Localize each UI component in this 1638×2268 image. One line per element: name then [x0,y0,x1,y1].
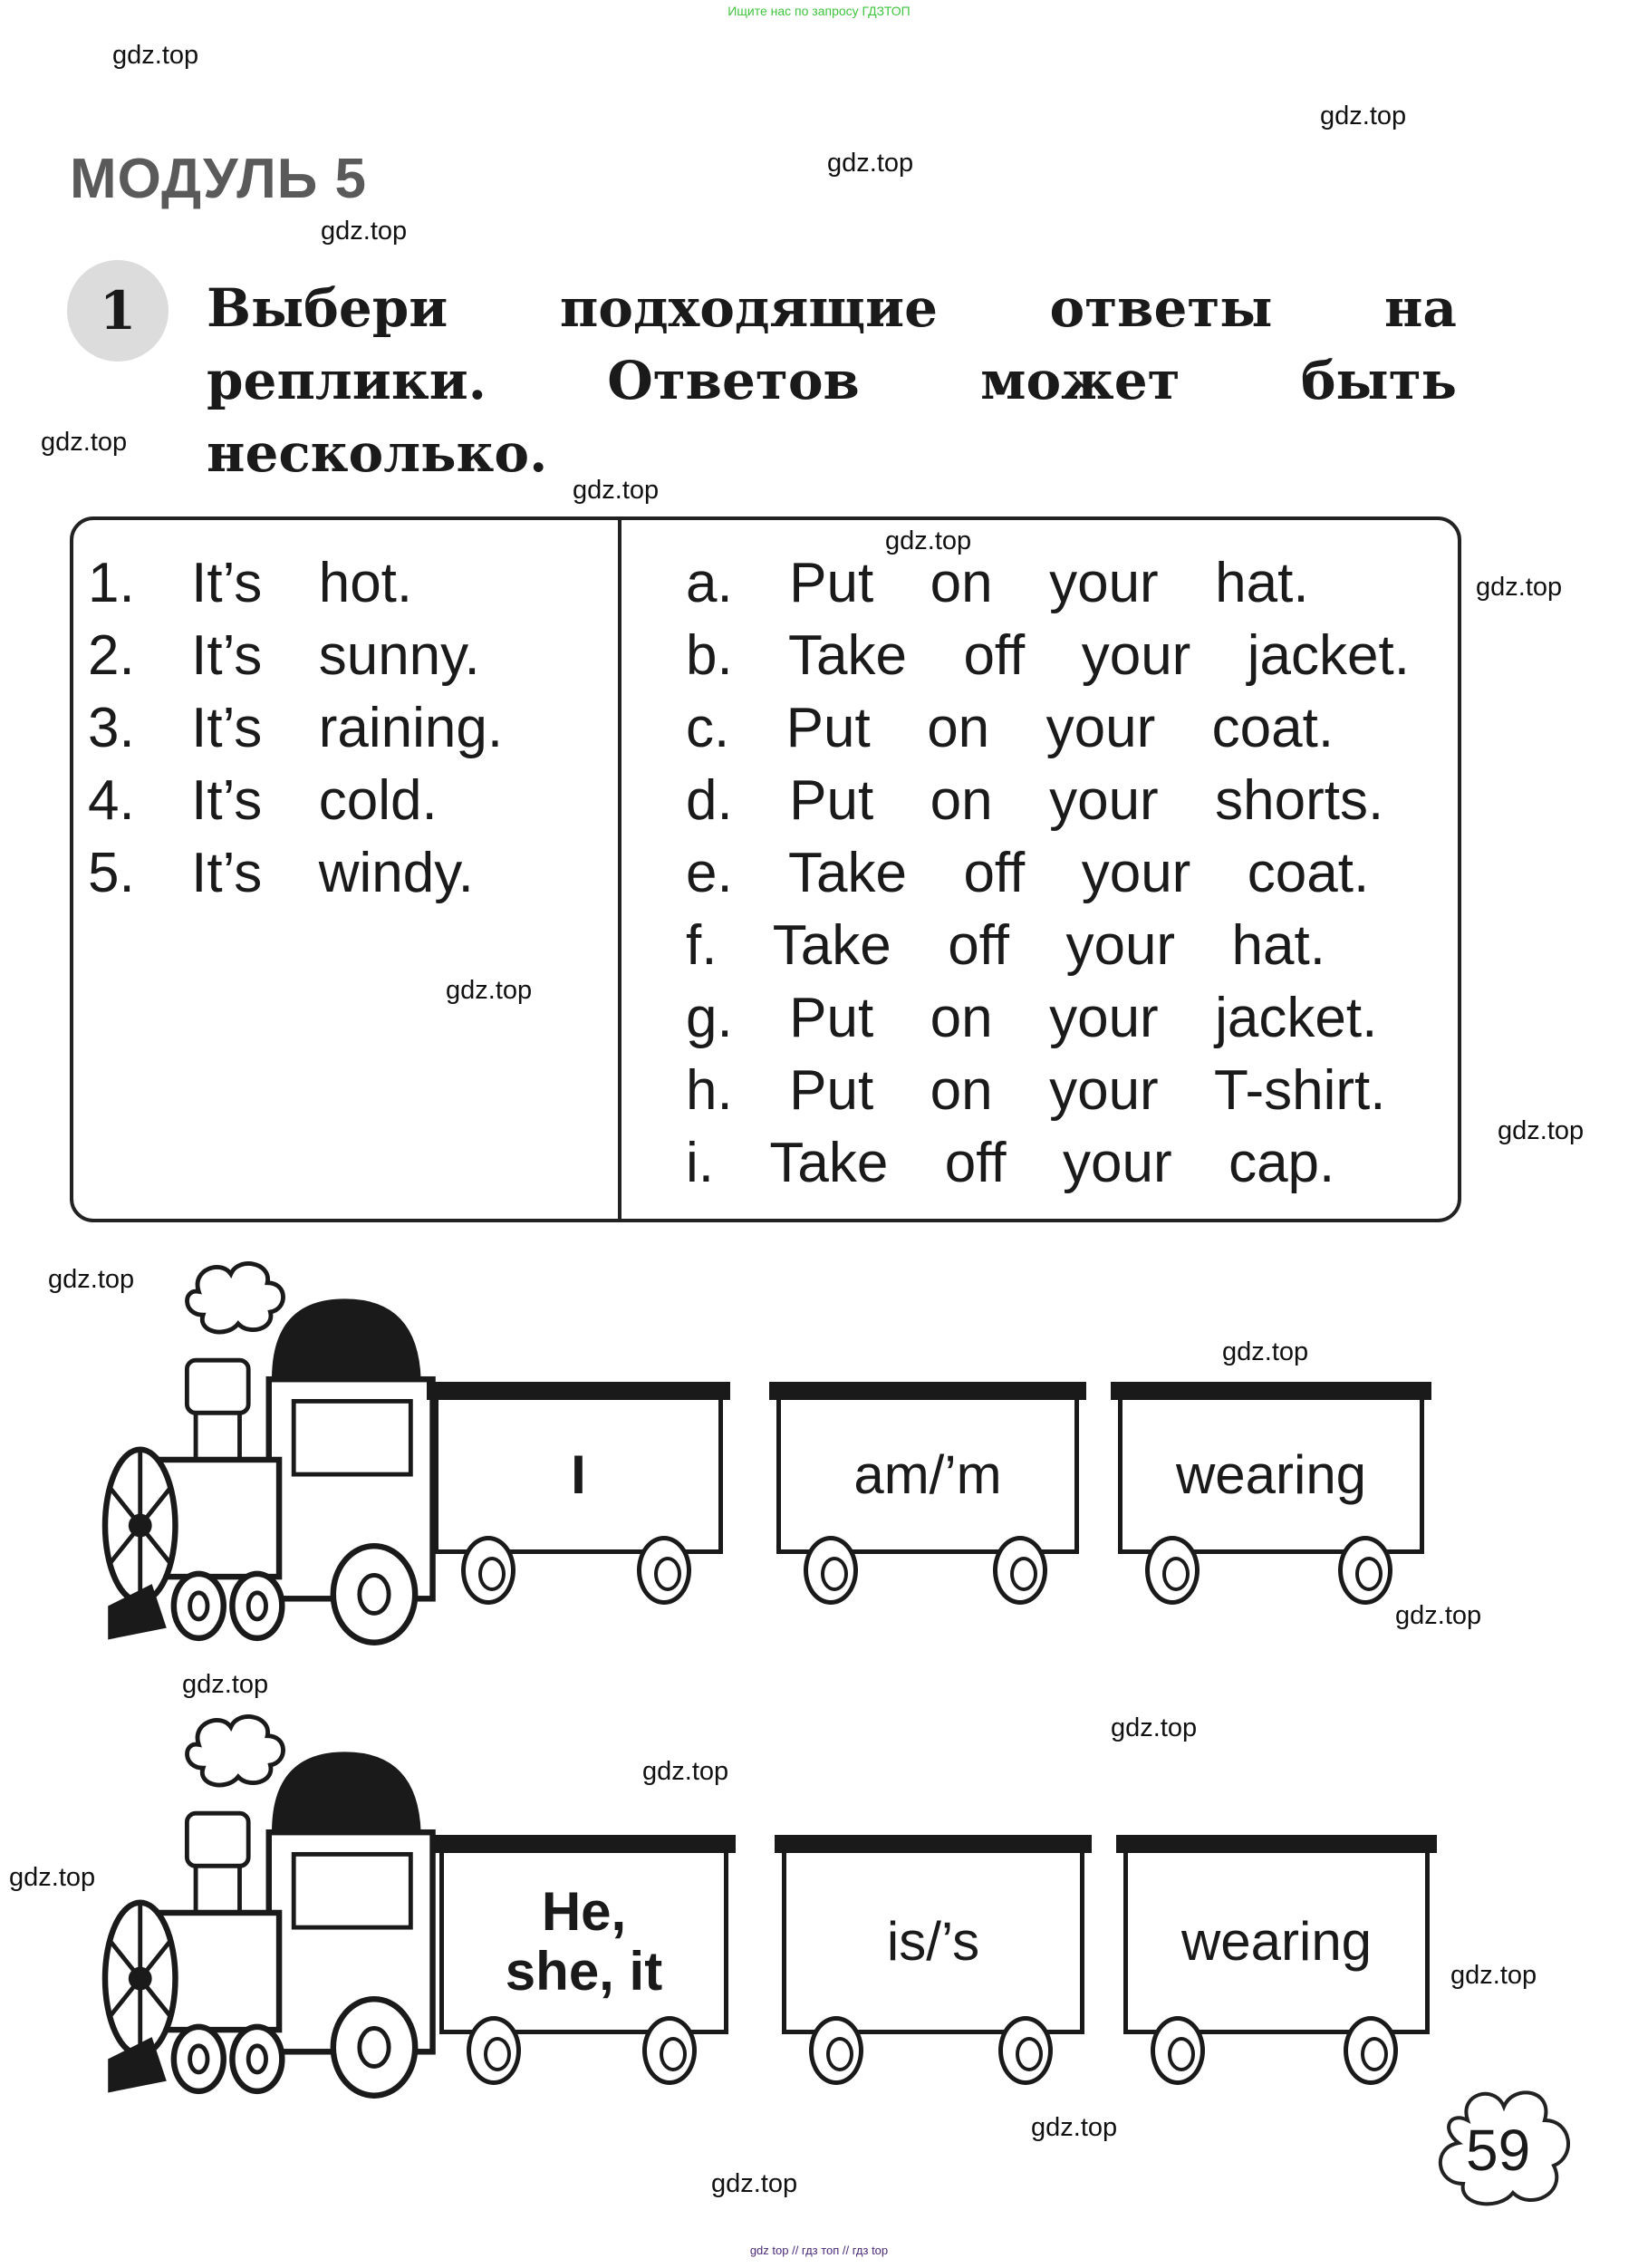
wagon-roof [1111,1382,1431,1400]
watermark-text: gdz.top [41,428,128,457]
wagon-wheel [642,2016,697,2085]
watermark-text: gdz.top [573,476,660,505]
response: a. Put on your hat. [686,552,1309,614]
response: i. Take off your cap. [686,1132,1335,1194]
watermark-text: gdz.top [446,976,533,1005]
matching-table [70,516,1461,1222]
train-2 [0,1708,1638,2134]
statement: 5. It’s windy. [88,842,474,904]
wagon-roof [427,1382,730,1400]
watermark-text: gdz.top [642,1757,729,1786]
wagon: I [434,1400,723,1554]
exercise-instruction: Выбери подходящие ответы на реплики. Ответов может быть несколько. [207,277,1457,484]
watermark-text: gdz.top [711,2169,798,2198]
wagon-roof [432,1835,736,1853]
watermark-text: gdz.top [112,41,199,70]
module-title: МОДУЛЬ 5 [70,148,367,210]
page-number-badge [1431,2084,1576,2211]
statement: 4. It’s cold. [88,769,438,832]
wagon-wheel [461,1536,515,1605]
wagon-roof [769,1382,1086,1400]
watermark-text: gdz.top [9,1863,96,1892]
watermark-text: gdz.top [827,149,914,178]
watermark-text: gdz.top [48,1265,135,1294]
watermark-text: gdz.top [1450,1961,1537,1990]
responses-column [686,547,1410,1200]
watermark-text: gdz.top [1222,1337,1309,1366]
search-note: Ищите нас по запросу ГДЗТОП [727,4,911,18]
wagon-roof [1116,1835,1437,1853]
watermark-text: gdz.top [885,526,972,555]
watermark-text: gdz.top [1320,101,1407,130]
table-divider [618,520,621,1219]
locomotive-icon [95,1708,448,2125]
exercise-number: 1 [67,260,169,362]
response: d. Put on your shorts. [686,769,1384,832]
wagon-wheel [1344,2016,1398,2085]
statements-column [88,547,503,910]
wagon-wheel [637,1536,691,1605]
response: b. Take off your jacket. [686,624,1410,687]
wagon-wheel [809,2016,863,2085]
watermark-text: gdz.top [321,217,408,246]
wagon: He, she, it [439,1853,728,2034]
wagon-wheel [1151,2016,1205,2085]
watermark-text: gdz.top [1498,1116,1585,1145]
watermark-text: gdz.top [1111,1713,1198,1742]
watermark-text: gdz.top [1031,2113,1118,2142]
wagon: wearing [1123,1853,1430,2034]
wagon-wheel [804,1536,858,1605]
watermark-text: gdz.top [182,1670,269,1699]
response: c. Put on your coat. [686,697,1334,759]
response: e. Take off your coat. [686,842,1370,904]
response: h. Put on your T-shirt. [686,1059,1386,1122]
watermark-text: gdz.top [1395,1601,1482,1630]
watermark-text: gdz.top [1476,573,1563,602]
statement: 3. It’s raining. [88,697,504,759]
wagon: am/’m [776,1400,1079,1554]
wagon-wheel [998,2016,1053,2085]
wagon: wearing [1118,1400,1424,1554]
page-number: 59 [1466,2118,1531,2183]
wagon-wheel [1338,1536,1392,1605]
response: f. Take off your hat. [686,914,1325,977]
wagon-wheel [993,1536,1047,1605]
response: g. Put on your jacket. [686,987,1378,1049]
wagon: is/’s [782,1853,1084,2034]
wagon-roof [775,1835,1092,1853]
locomotive-icon [95,1255,448,1672]
statement: 2. It’s sunny. [88,624,480,687]
statement: 1. It’s hot. [88,552,413,614]
train-1 [0,1255,1638,1681]
footer-note: gdz top // гдз топ // гдз top [749,2244,889,2257]
wagon-wheel [467,2016,521,2085]
wagon-wheel [1145,1536,1200,1605]
